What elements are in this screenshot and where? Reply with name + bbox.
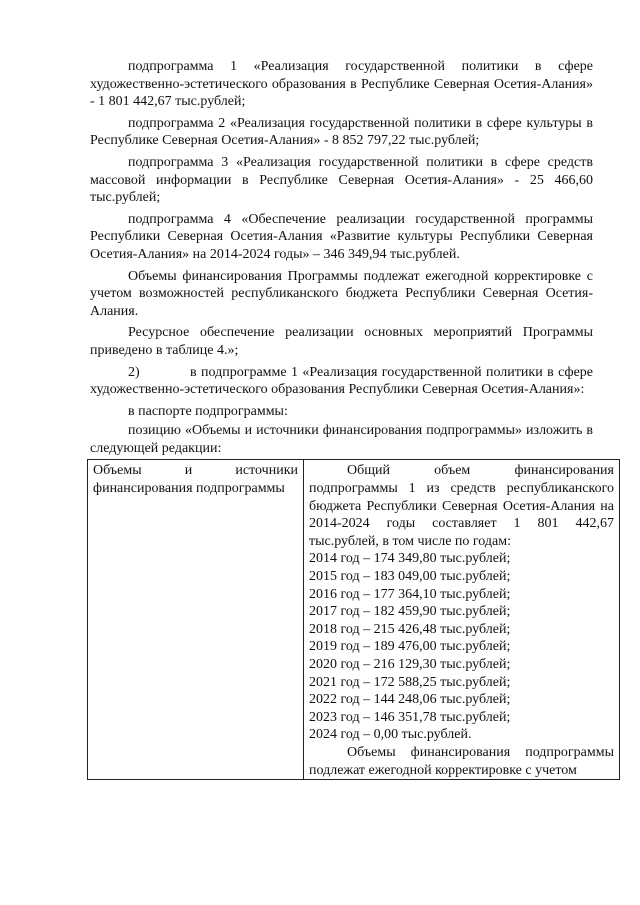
- year-line: 2016 год – 177 364,10 тыс.рублей;: [309, 586, 511, 602]
- table-cell-content: [304, 460, 620, 780]
- year-line: 2015 год – 183 049,00 тыс.рублей;: [309, 569, 511, 585]
- financing-outro: Объемы финансирования подпрограммы подлежат ежегодной корректировке с учетом: [309, 744, 614, 778]
- year-line: 2024 год – 0,00 тыс.рублей.: [309, 727, 472, 743]
- table-row: [88, 460, 620, 780]
- paragraph-subprogram-2: подпрограмма 2 «Реализация государственной политики в сфере культуры в Республике Северная Осетия-Алания» - 8 852 797,22 тыс.рублей;: [90, 115, 593, 149]
- paragraph-subprogram-3: подпрограмма 3 «Реализация государственной политики в сфере средств массовой информации в Республике Северная Осетия-Алания» - 25 466,60 тыс.рублей;: [90, 154, 593, 206]
- year-line: 2021 год – 172 588,25 тыс.рублей;: [309, 674, 511, 690]
- paragraph-passport-intro: в паспорте подпрограммы:: [128, 403, 288, 419]
- paragraph-position-intro: позицию «Объемы и источники финансирования подпрограммы» изложить в следующей редакции:: [90, 423, 593, 456]
- year-line: 2020 год – 216 129,30 тыс.рублей;: [309, 657, 511, 672]
- financing-table: [87, 459, 620, 780]
- paragraph-item-2: [90, 364, 593, 399]
- year-line: 2017 год – 182 459,90 тыс.рублей;: [309, 604, 511, 620]
- year-line: 2018 год – 215 426,48 тыс.рублей;: [309, 621, 511, 637]
- year-line: 2023 год – 146 351,78 тыс.рублей;: [309, 709, 511, 725]
- year-line: 2019 год – 189 476,00 тыс.рублей;: [309, 639, 511, 655]
- year-line: 2014 год – 174 349,80 тыс.рублей;: [309, 551, 511, 567]
- paragraph-subprogram-4: подпрограмма 4 «Обеспечение реализации государственной программы Республики Северная Осетия-Алания «Развитие культуры Республики Северная Осетия-Алания» на 2014-2024 годы» – 346 349,94 тыс.рублей.: [90, 211, 593, 262]
- financing-intro: Общий объем финансирования подпрограммы 1 из средств республиканского бюджета Республики Северная Осетия-Алания на 2014-2024 годы составляет 1 801 442,67 тыс.рублей, в том числе по годам:: [309, 463, 614, 549]
- paragraph-resource-table-ref: Ресурсное обеспечение реализации основных мероприятий Программы приведено в таблице 4.»;: [90, 325, 593, 358]
- document-page: [90, 58, 614, 780]
- year-line: 2022 год – 144 248,06 тыс.рублей;: [309, 692, 511, 708]
- item-2-text: в подпрограмме 1 «Реализация государственной политики в сфере художественно-эстетического образования Республики Северная Осетия-Алания»:: [90, 364, 593, 398]
- table-cell-label: Объемы и источники финансирования подпрограммы: [88, 460, 304, 780]
- paragraph-subprogram-1: подпрограмма 1 «Реализация государственной политики в сфере художественно-эстетического образования в Республике Северная Осетия-Алания» - 1 801 442,67 тыс.рублей;: [90, 59, 593, 110]
- paragraph-financing-adjustment: Объемы финансирования Программы подлежат ежегодной корректировке с учетом возможностей республиканского бюджета Республики Северная Осетия-Алания.: [90, 268, 593, 319]
- item-2-number: 2): [128, 364, 140, 380]
